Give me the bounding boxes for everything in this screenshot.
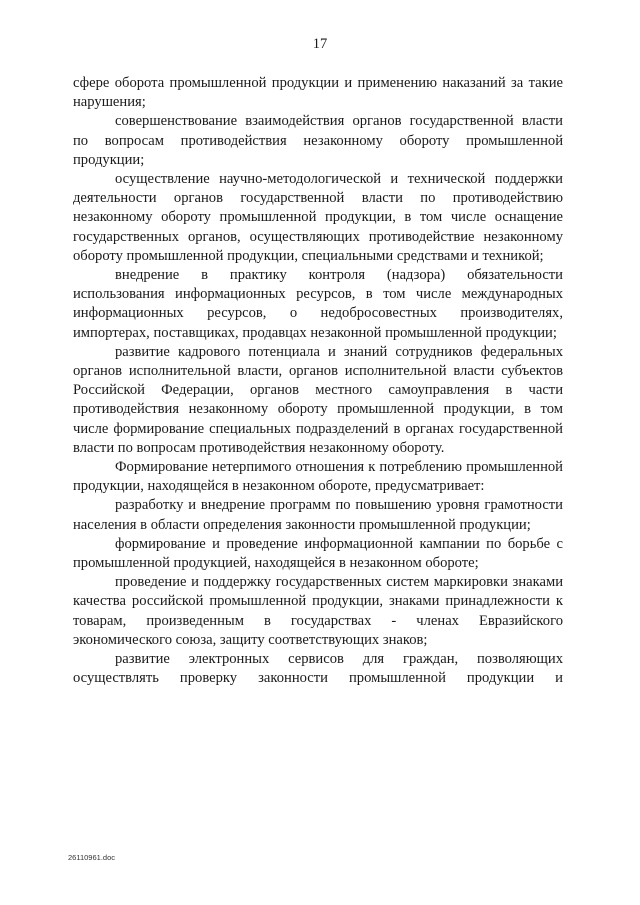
paragraph: формирование и проведение информационной кампании по борьбе с промышленной продукцией, находящейся в незаконном обороте; <box>73 535 563 572</box>
paragraph: развитие кадрового потенциала и знаний сотрудников федеральных органов исполнительной власти, органов исполнительной власти субъектов Российской Федерации, органов местного самоуправления в части противодействия незаконному обороту промышленной продукции, в том числе формирование специальных подразделений в органах государственной власти по вопросам противодействия незаконному обороту. <box>73 343 563 456</box>
paragraph: совершенствование взаимодействия органов государственной власти по вопросам противодействия незаконному обороту промышленной продукции; <box>73 113 563 168</box>
paragraph-last: развитие электронных сервисов для граждан, позволяющих осуществлять проверку законности промышленной продукции и <box>73 651 563 687</box>
paragraph: Формирование нетерпимого отношения к потреблению промышленной продукции, находящейся в незаконном обороте, предусматривает: <box>73 459 563 495</box>
paragraph-continuation: сфере оборота промышленной продукции и применению наказаний за такие нарушения; <box>73 75 563 111</box>
file-name-footer: 26110961.doc <box>68 853 115 862</box>
paragraph: внедрение в практику контроля (надзора) обязательности использования информационных ресурсов, в том числе международных информационных ресурсов, о недобросовестных производителях, импортерах, поставщиках, продавцах незаконной промышленной продукции; <box>73 267 563 341</box>
paragraph: проведение и поддержку государственных систем маркировки знаками качества российской промышленной продукции, знаками принадлежности к товарам, произведенным в государствах - членах Евразийского экономического союза, защиту соответствующих знаков; <box>73 574 563 648</box>
body-text <box>73 74 563 689</box>
page-number: 17 <box>312 36 328 52</box>
paragraph: осуществление научно-методологической и технической поддержки деятельности органов государственной власти по противодействию незаконному обороту промышленной продукции, в том числе оснащение государственных органов, осуществляющих противодействие незаконному обороту промышленной продукции, специальными средствами и техникой; <box>73 171 563 264</box>
paragraph: разработку и внедрение программ по повышению уровня грамотности населения в области определения законности промышленной продукции; <box>73 497 563 533</box>
